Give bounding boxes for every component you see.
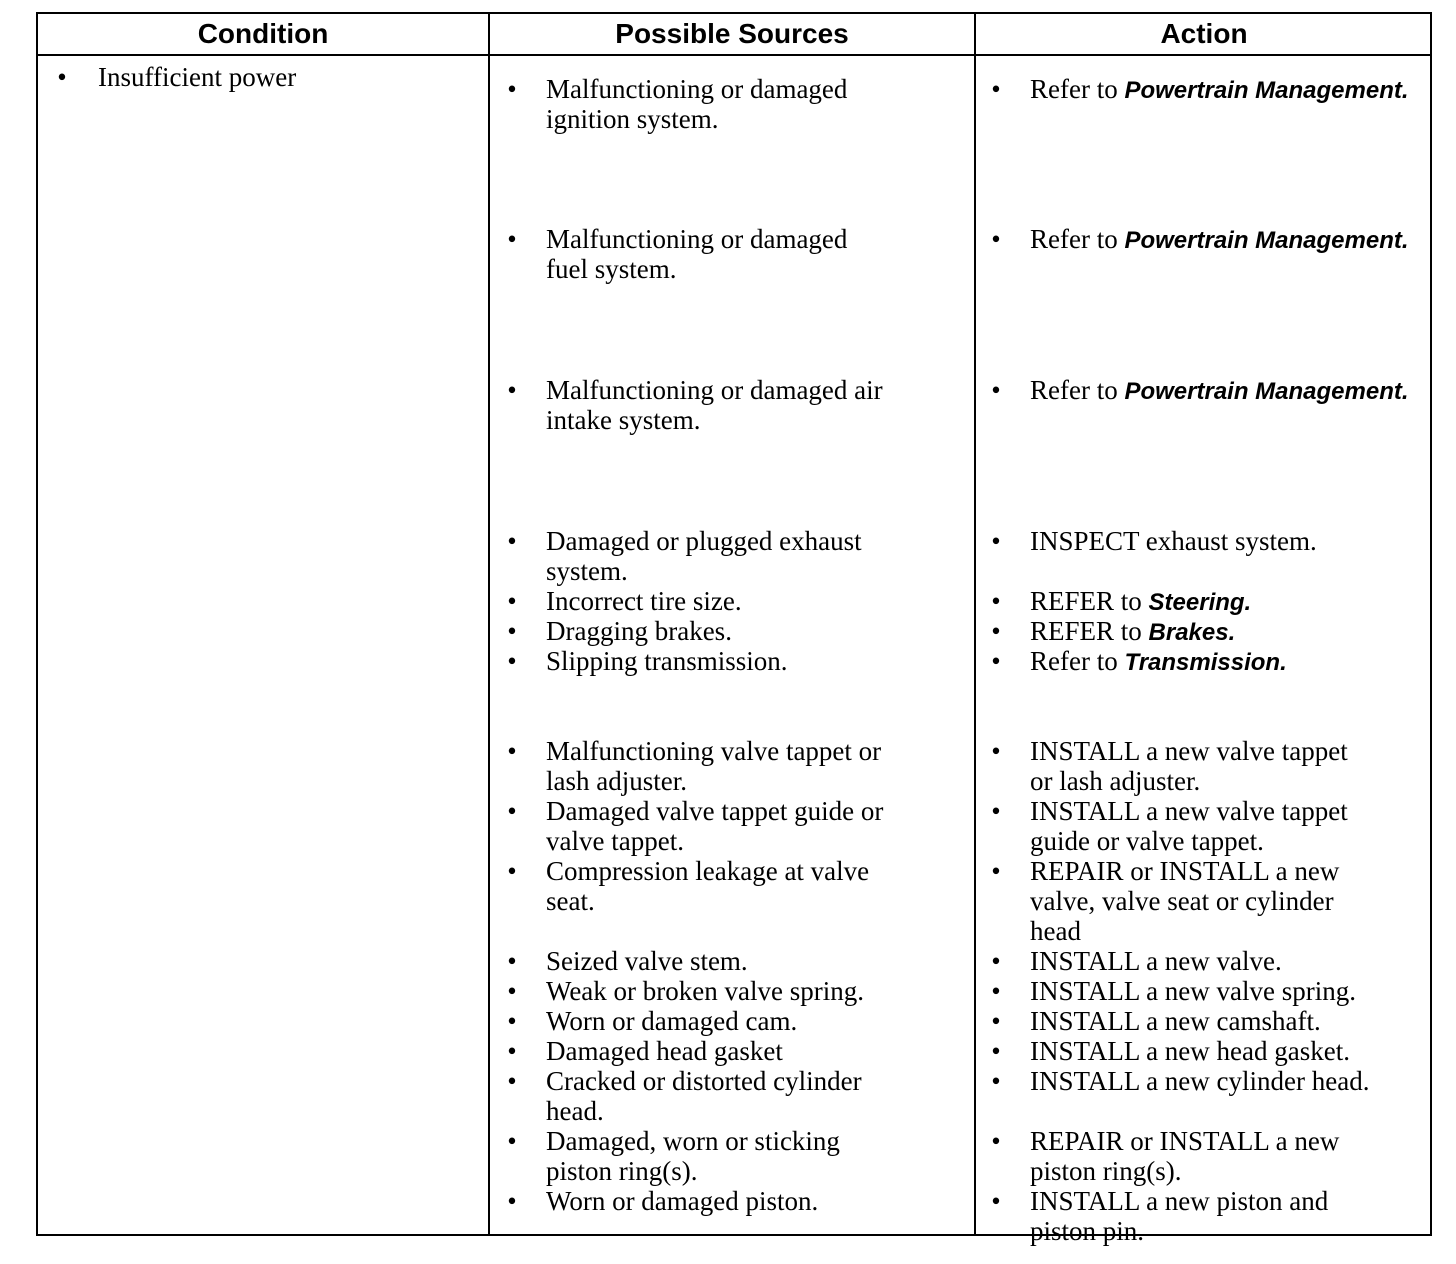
bullet-icon: • — [507, 1036, 517, 1066]
text-line: Damaged valve tappet guide or — [546, 796, 884, 826]
bullet-icon: • — [991, 616, 1001, 646]
text-line: piston ring(s). — [1030, 1156, 1182, 1186]
text-line — [1030, 224, 1409, 256]
section-reference: Powertrain Management. — [1124, 227, 1409, 254]
text-line: seat. — [546, 886, 595, 916]
text-line — [1030, 646, 1287, 678]
source-item-text — [546, 796, 883, 856]
action-item-text — [1030, 616, 1235, 648]
text-line: Compression leakage at valve — [546, 856, 870, 886]
action-item-text — [1030, 796, 1348, 856]
text-line: INSTALL a new cylinder head. — [1030, 1066, 1370, 1096]
text-line: INSTALL a new head gasket. — [1030, 1036, 1350, 1066]
text-line: Malfunctioning or damaged air — [546, 375, 883, 405]
action-item-text — [1030, 586, 1251, 618]
bullet-icon: • — [991, 1126, 1001, 1156]
text-line: INSTALL a new valve tappet — [1030, 736, 1348, 766]
bullet-icon: • — [507, 946, 517, 976]
text-line — [1030, 616, 1235, 648]
text-line — [1030, 586, 1251, 618]
text-line: Damaged or plugged exhaust — [546, 526, 862, 556]
action-item-text — [1030, 646, 1287, 678]
bullet-icon: • — [507, 1066, 517, 1096]
action-item-text — [1030, 526, 1317, 556]
text-line: ignition system. — [546, 104, 719, 134]
bullet-icon: • — [507, 646, 517, 676]
header-divider — [38, 54, 1430, 56]
source-item-text — [546, 856, 869, 916]
bullet-icon: • — [507, 796, 517, 826]
text-line: REPAIR or INSTALL a new — [1030, 1126, 1340, 1156]
text-line: Malfunctioning or damaged — [546, 224, 848, 254]
source-item-text — [546, 976, 864, 1006]
bullet-icon: • — [507, 976, 517, 1006]
text-line: intake system. — [546, 405, 701, 435]
bullet-icon: • — [507, 74, 517, 104]
text-line: Dragging brakes. — [546, 616, 732, 646]
action-item-text — [1030, 976, 1356, 1006]
bullet-icon: • — [507, 856, 517, 886]
action-item-text — [1030, 375, 1409, 407]
text-line: Damaged head gasket — [546, 1036, 783, 1066]
text-line: REPAIR or INSTALL a new — [1030, 856, 1340, 886]
text-line: INSTALL a new valve tappet — [1030, 796, 1348, 826]
text-line: Cracked or distorted cylinder — [546, 1066, 862, 1096]
text-line: head. — [546, 1096, 604, 1126]
source-item-text — [546, 224, 847, 284]
source-item-text — [546, 616, 732, 646]
text-line: Malfunctioning valve tappet or — [546, 736, 882, 766]
source-item-text — [546, 1186, 818, 1216]
header-possible-sources: Possible Sources — [615, 18, 849, 49]
column-divider-2 — [974, 14, 976, 1234]
bullet-icon: • — [507, 526, 517, 556]
text-line: INSPECT exhaust system. — [1030, 526, 1317, 556]
source-item-text — [546, 586, 742, 616]
text-line: system. — [546, 556, 628, 586]
bullet-icon: • — [507, 375, 517, 405]
source-item-text — [546, 646, 788, 676]
bullet-icon: • — [991, 586, 1001, 616]
header-condition: Condition — [197, 18, 329, 49]
text-line-lead: REFER to — [1030, 586, 1142, 616]
bullet-icon: • — [991, 976, 1001, 1006]
section-reference: Transmission. — [1124, 649, 1287, 676]
header-action: Action — [1160, 18, 1248, 49]
source-item-text — [546, 375, 883, 435]
text-line: valve, valve seat or cylinder — [1030, 886, 1334, 916]
text-line-lead: REFER to — [1030, 616, 1142, 646]
text-line: guide or valve tappet. — [1030, 826, 1264, 856]
action-item-text — [1030, 856, 1339, 946]
source-item-text — [546, 736, 881, 796]
source-item-text — [546, 946, 748, 976]
column-divider-1 — [488, 14, 490, 1234]
text-line: or lash adjuster. — [1030, 766, 1201, 796]
source-item-text — [546, 1036, 783, 1066]
bullet-icon: • — [991, 74, 1001, 104]
text-line: Weak or broken valve spring. — [546, 976, 864, 1006]
source-item-text — [546, 74, 847, 134]
text-line: fuel system. — [546, 254, 677, 284]
text-line-lead: Refer to — [1030, 375, 1118, 405]
text-line: piston ring(s). — [546, 1156, 698, 1186]
bullet-icon: • — [507, 736, 517, 766]
text-line: INSTALL a new piston and — [1030, 1186, 1329, 1216]
text-line: Malfunctioning or damaged — [546, 74, 848, 104]
condition-item-text — [98, 62, 296, 92]
text-line — [1030, 375, 1409, 407]
bullet-icon: • — [507, 1006, 517, 1036]
bullet-icon: • — [991, 1036, 1001, 1066]
text-line: valve tappet. — [546, 826, 684, 856]
text-line: Insufficient power — [98, 62, 297, 92]
action-item-text — [1030, 74, 1409, 106]
bullet-icon: • — [507, 616, 517, 646]
bullet-icon: • — [991, 646, 1001, 676]
bullet-icon: • — [991, 736, 1001, 766]
source-item-text — [546, 1126, 840, 1186]
text-line: Worn or damaged piston. — [546, 1186, 819, 1216]
text-line-lead: Refer to — [1030, 646, 1118, 676]
text-line-lead: Refer to — [1030, 224, 1118, 254]
text-line: INSTALL a new valve spring. — [1030, 976, 1357, 1006]
action-item-text — [1030, 224, 1409, 256]
text-line: Worn or damaged cam. — [546, 1006, 798, 1036]
text-line: INSTALL a new valve. — [1030, 946, 1282, 976]
text-line: lash adjuster. — [546, 766, 687, 796]
bullet-icon: • — [991, 1006, 1001, 1036]
text-line: Slipping transmission. — [546, 646, 788, 676]
action-item-text — [1030, 1186, 1328, 1246]
action-item-text — [1030, 946, 1282, 976]
bullet-icon: • — [991, 796, 1001, 826]
bullet-icon: • — [991, 375, 1001, 405]
action-item-text — [1030, 1006, 1321, 1036]
action-item-text — [1030, 1066, 1369, 1096]
bullet-icon: • — [507, 1126, 517, 1156]
source-item-text — [546, 526, 862, 586]
text-line — [1030, 74, 1409, 106]
bullet-icon: • — [991, 856, 1001, 886]
action-item-text — [1030, 1126, 1339, 1186]
section-reference: Powertrain Management. — [1124, 378, 1409, 405]
text-line: piston pin. — [1030, 1216, 1145, 1246]
bullet-icon: • — [57, 62, 67, 92]
text-line: Damaged, worn or sticking — [546, 1126, 840, 1156]
section-reference: Steering. — [1148, 589, 1252, 616]
section-reference: Brakes. — [1148, 619, 1236, 646]
source-item-text — [546, 1006, 797, 1036]
source-item-text — [546, 1066, 862, 1126]
text-line: Incorrect tire size. — [546, 586, 742, 616]
bullet-icon: • — [991, 946, 1001, 976]
bullet-icon: • — [507, 224, 517, 254]
bullet-icon: • — [991, 224, 1001, 254]
text-line: Seized valve stem. — [546, 946, 748, 976]
bullet-icon: • — [507, 1186, 517, 1216]
bullet-icon: • — [507, 586, 517, 616]
bullet-icon: • — [991, 1066, 1001, 1096]
troubleshooting-table — [36, 12, 1432, 1246]
action-item-text — [1030, 1036, 1350, 1066]
text-line: INSTALL a new camshaft. — [1030, 1006, 1321, 1036]
action-item-text — [1030, 736, 1348, 796]
section-reference: Powertrain Management. — [1124, 77, 1409, 104]
text-line: head — [1030, 916, 1081, 946]
text-line-lead: Refer to — [1030, 74, 1118, 104]
bullet-icon: • — [991, 526, 1001, 556]
bullet-icon: • — [991, 1186, 1001, 1216]
